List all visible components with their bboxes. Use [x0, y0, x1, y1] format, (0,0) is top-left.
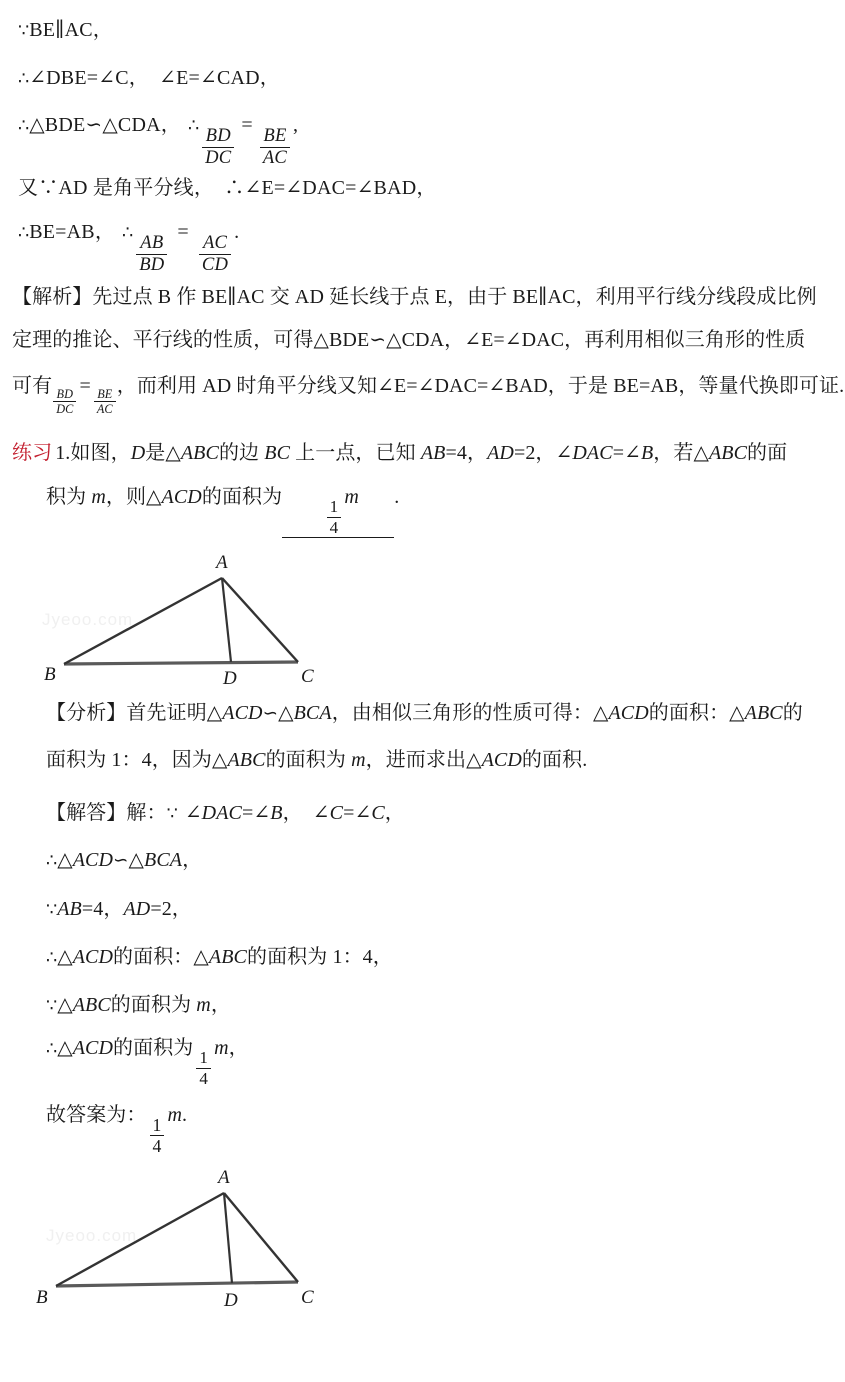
proof-line-4 — [18, 178, 437, 198]
because-symbol: ∵ — [46, 996, 58, 1016]
exercise-text-h: ，若△ — [653, 442, 709, 464]
exercise-text-b: 是△ — [145, 442, 181, 464]
exercise-text-e: =4， — [445, 442, 488, 464]
jieda-text-4a: △ — [57, 946, 73, 968]
vertex-label-B: B — [36, 1287, 48, 1308]
jieda-text-6c: ， — [228, 1037, 249, 1059]
triangle-label-ACD: ACD — [222, 702, 263, 724]
fraction-be-ac — [260, 127, 290, 168]
fraction-numerator: BD — [56, 386, 74, 401]
angle-label-C: C — [329, 802, 344, 824]
analysis-line-2 — [12, 330, 805, 350]
fraction-one-quarter — [150, 1116, 165, 1155]
fenxi-text-1e: 的 — [782, 702, 803, 724]
analysis-line-3 — [12, 376, 844, 416]
fraction-one-quarter — [327, 498, 342, 536]
equals-sign: = — [241, 114, 253, 136]
proof-line-2 — [18, 68, 280, 89]
jieda-label: 【解答】 — [46, 802, 127, 824]
jieda-text-1b: ∠ — [184, 802, 202, 824]
fraction-denominator: BD — [136, 254, 167, 275]
jieda-text-5c: ， — [210, 994, 231, 1016]
similar-symbol: ∽ — [262, 703, 279, 724]
fraction-denominator: DC — [202, 147, 234, 168]
therefore-symbol: ∴ — [46, 1039, 58, 1059]
proof-line-2-text: ∠DBE=∠C， ∠E=∠CAD， — [29, 67, 280, 89]
jieda-text-1a: 解： — [126, 802, 167, 824]
jieda-text-1c: =∠ — [241, 802, 271, 824]
variable-m: m — [91, 486, 106, 508]
jieda-text-2c: ， — [182, 849, 203, 871]
fenxi-line-1 — [46, 703, 803, 723]
triangle-label-ABC: ABC — [180, 442, 219, 464]
therefore-symbol: ∴ — [18, 223, 30, 243]
therefore-symbol: ∴ — [18, 69, 30, 89]
fraction-numerator: AB — [140, 232, 164, 253]
variable-m: m — [351, 749, 366, 771]
fenxi-label: 【分析】 — [46, 702, 127, 724]
fraction-denominator: DC — [53, 401, 76, 416]
because-symbol: ∵ — [18, 21, 30, 41]
fraction-denominator: 4 — [196, 1068, 211, 1087]
fraction-numerator: 1 — [329, 497, 339, 517]
therefore-symbol: ∴ — [122, 223, 134, 243]
proof-line-1-text: BE∥AC， — [29, 19, 113, 41]
fenxi-text-1b: △ — [278, 702, 294, 724]
fenxi-text-2b: 的面积为 — [265, 749, 352, 771]
segment-AC — [222, 578, 298, 662]
vertex-label-D: D — [223, 668, 237, 688]
triangle-label-ACD: ACD — [481, 749, 522, 771]
exercise-text-a: 如图， — [70, 442, 131, 464]
jieda-text-4c: 的面积为 1：4， — [246, 946, 393, 968]
proof-line-3-tail: , — [293, 114, 299, 136]
jieda-line-4 — [46, 947, 393, 968]
jieda-text-5a: △ — [57, 994, 73, 1016]
watermark-text: Jyeoo.com — [42, 610, 134, 629]
exercise-text-i: 的面 — [747, 442, 788, 464]
jieda-text-5b: 的面积为 — [110, 994, 197, 1016]
proof-line-4-text: 又∵AD 是角平分线， ∴∠E=∠DAC=∠BAD， — [18, 177, 437, 199]
therefore-symbol: ∴ — [18, 116, 30, 136]
proof-line-5-text: BE=AB， — [29, 221, 116, 243]
vertex-label-A: A — [218, 1167, 230, 1188]
triangle-label-BCA: BCA — [293, 702, 332, 724]
exercise-text-2a: 积为 — [46, 486, 92, 508]
jieda-text-7b: . — [181, 1104, 188, 1126]
equals-sign: = — [79, 375, 91, 397]
segment-AC — [224, 1193, 298, 1282]
fenxi-text-1d: 的面积：△ — [648, 702, 745, 724]
triangle-label-ACD: ACD — [72, 946, 113, 968]
angle-label-B: B — [640, 442, 654, 464]
fraction-one-quarter — [196, 1049, 211, 1087]
therefore-symbol: ∴ — [46, 948, 58, 968]
segment-label-AB: AB — [57, 898, 82, 920]
triangle-label-ACD: ACD — [72, 1037, 113, 1059]
triangle-label-ABC: ABC — [208, 946, 247, 968]
jieda-text-1d: ， ∠ — [282, 802, 330, 824]
analysis-line-1 — [12, 287, 817, 307]
fenxi-text-1a: 首先证明△ — [126, 702, 223, 724]
fenxi-text-2a: 面积为 1：4，因为△ — [46, 749, 228, 771]
exercise-label: 练习 — [12, 442, 53, 464]
fenxi-text-2c: ，进而求出△ — [365, 749, 482, 771]
segment-AD — [222, 578, 231, 662]
jieda-text-2a: △ — [57, 849, 73, 871]
exercise-number: 1. — [55, 442, 71, 464]
proof-line-5 — [18, 222, 239, 275]
because-symbol: ∵ — [166, 804, 178, 824]
because-symbol: ∵ — [46, 900, 58, 920]
jieda-line-1 — [46, 803, 405, 824]
therefore-symbol: ∴ — [187, 116, 200, 136]
equals-sign: = — [177, 221, 189, 243]
triangle-label-ACD: ACD — [72, 849, 113, 871]
therefore-symbol: ∴ — [46, 851, 58, 871]
segment-AD — [224, 1193, 232, 1283]
fraction-ac-cd — [199, 234, 231, 275]
triangle-label-ACD: ACD — [161, 486, 202, 508]
fraction-denominator: CD — [199, 254, 231, 275]
exercise-text-2c: 的面积为 — [201, 486, 283, 508]
segment-BC — [56, 1282, 298, 1286]
figure-triangle-2 — [20, 1160, 340, 1310]
vertex-label-C: C — [301, 1287, 314, 1308]
jieda-line-3 — [46, 899, 192, 920]
jieda-text-1f: ， — [384, 802, 405, 824]
variable-m: m — [344, 486, 359, 508]
jieda-line-6 — [46, 1038, 249, 1087]
exercise-text-f: =2，∠ — [513, 442, 573, 464]
fraction-numerator: BE — [263, 125, 287, 146]
fraction-be-ac-inline — [94, 388, 116, 416]
variable-m: m — [214, 1037, 229, 1059]
jieda-line-2 — [46, 850, 202, 871]
fraction-bd-dc — [202, 127, 234, 168]
similar-symbol: ∽ — [113, 850, 129, 871]
triangle-label-BCA: BCA — [144, 849, 183, 871]
variable-m: m — [196, 994, 211, 1016]
fraction-bd-dc-inline — [53, 388, 76, 416]
jieda-text-3b: =2， — [150, 898, 192, 920]
proof-line-5-tail: . — [234, 221, 240, 243]
fenxi-line-2 — [46, 750, 587, 770]
fraction-numerator: AC — [202, 232, 228, 253]
jieda-text-1e: =∠ — [343, 802, 372, 824]
jieda-text-2b: △ — [128, 849, 144, 871]
triangle-label-ABC: ABC — [72, 994, 111, 1016]
angle-label-C-2: C — [371, 802, 385, 824]
fraction-numerator: BE — [97, 386, 113, 401]
segment-label-AD: AD — [487, 442, 514, 464]
fraction-numerator: BD — [205, 125, 231, 146]
triangle-label-ABC: ABC — [227, 749, 266, 771]
fraction-ab-bd — [136, 234, 167, 275]
vertex-label-C: C — [301, 666, 314, 687]
triangle-label-ACD-2: ACD — [608, 702, 649, 724]
fraction-numerator: 1 — [199, 1048, 209, 1068]
triangle-label-ABC-2: ABC — [708, 442, 748, 464]
fraction-numerator: 1 — [152, 1114, 162, 1135]
point-label-D: D — [130, 442, 146, 464]
jieda-text-6b: 的面积为 — [113, 1037, 194, 1059]
fraction-denominator: AC — [260, 147, 290, 168]
figure-triangle-1 — [20, 548, 340, 688]
fenxi-text-1c: ，由相似三角形的性质可得：△ — [331, 702, 609, 724]
answer-blank[interactable] — [282, 487, 394, 538]
jieda-text-4b: 的面积：△ — [113, 946, 209, 968]
vertex-label-B: B — [44, 664, 56, 685]
watermark-text: Jyeoo.com — [46, 1226, 138, 1245]
proof-line-1 — [18, 20, 113, 41]
triangle-label-ABC: ABC — [744, 702, 783, 724]
variable-m: m — [167, 1104, 182, 1126]
exercise-text-2b: ，则△ — [105, 486, 162, 508]
segment-label-AB: AB — [420, 442, 446, 464]
fraction-denominator: 4 — [327, 517, 342, 536]
segment-label-BC: BC — [264, 442, 291, 464]
vertex-label-D: D — [224, 1290, 238, 1310]
angle-label-DAC: DAC — [201, 802, 242, 824]
vertex-label-A: A — [216, 552, 228, 573]
exercise-stem-line-2 — [46, 487, 399, 538]
exercise-text-c: 的边 — [218, 442, 265, 464]
exercise-text-2end: . — [394, 486, 400, 508]
angle-label-B: B — [270, 802, 283, 824]
exercise-stem-line-1 — [12, 443, 787, 463]
analysis-text-2: 定理的推论、平行线的性质，可得△BDE∽△CDA，∠E=∠DAC，再利用相似三角形的性质 — [12, 329, 806, 351]
jieda-text-7a: 故答案为： — [46, 1104, 147, 1126]
exercise-text-d: 上一点，已知 — [290, 442, 421, 464]
angle-label-DAC: DAC — [572, 442, 613, 464]
fraction-denominator: AC — [94, 401, 116, 416]
proof-line-3 — [18, 115, 298, 168]
analysis-text-1: 先过点 B 作 BE∥AC 交 AD 延长线于点 E，由于 BE∥AC，利用平行线分线段成比例 — [92, 286, 817, 308]
segment-label-AD: AD — [123, 898, 151, 920]
segment-BC — [64, 662, 298, 664]
analysis-label: 【解析】 — [12, 286, 93, 308]
jieda-text-6a: △ — [57, 1037, 73, 1059]
analysis-text-3-suffix: ，而利用 AD 时角平分线又知∠E=∠DAC=∠BAD，于是 BE=AB，等量代换即可证. — [116, 375, 845, 397]
analysis-text-3-prefix: 可有 — [12, 375, 53, 397]
exercise-text-g: =∠ — [612, 442, 641, 464]
fraction-denominator: 4 — [150, 1135, 165, 1155]
jieda-line-7 — [46, 1105, 187, 1155]
jieda-line-5 — [46, 995, 231, 1016]
fenxi-text-2d: 的面积. — [521, 749, 588, 771]
jieda-text-3a: =4， — [81, 898, 124, 920]
proof-line-3-similar-text: △BDE∽△CDA， — [29, 114, 181, 136]
